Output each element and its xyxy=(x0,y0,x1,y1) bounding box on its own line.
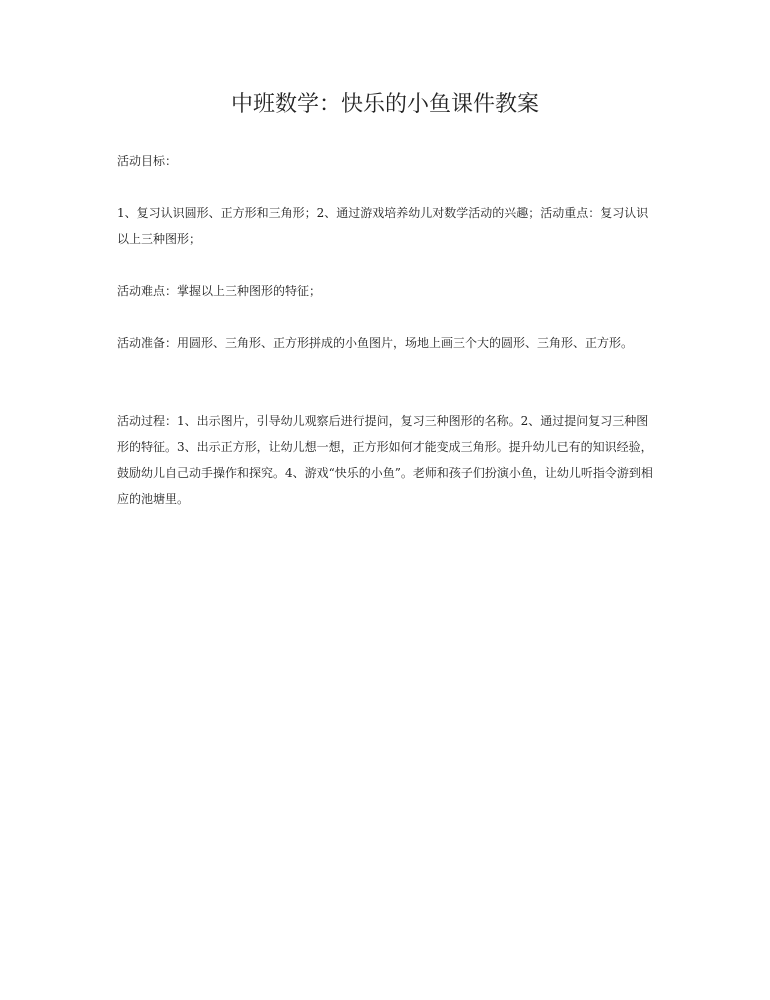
activity-difficulty-paragraph: 活动难点：掌握以上三种图形的特征； xyxy=(117,284,322,298)
activity-preparation-paragraph: 活动准备：用圆形、三角形、正方形拼成的小鱼图片，场地上画三个大的圆形、三角形、正方形。 xyxy=(117,336,634,350)
activity-goal-label: 活动目标： xyxy=(117,154,178,168)
activity-goal-paragraph: 1、复习认识圆形、正方形和三角形；2、通过游戏培养幼儿对数学活动的兴趣；活动重点：复习认识以上三种图形； xyxy=(117,206,649,246)
document-title: 中班数学：快乐的小鱼课件教案 xyxy=(230,92,539,117)
activity-process-paragraph: 活动过程：1、出示图片，引导幼儿观察后进行提问，复习三种图形的名称。2、通过提问复习三种图形的特征。3、出示正方形，让幼儿想一想，正方形如何才能变成三角形。提升幼儿已有的知识经验，鼓励幼儿自己动手操作和探究。4、游戏“快乐的小鱼”。老师和孩子们扮演小鱼，让幼儿听指令游到相应的池塘里。 xyxy=(117,414,653,506)
